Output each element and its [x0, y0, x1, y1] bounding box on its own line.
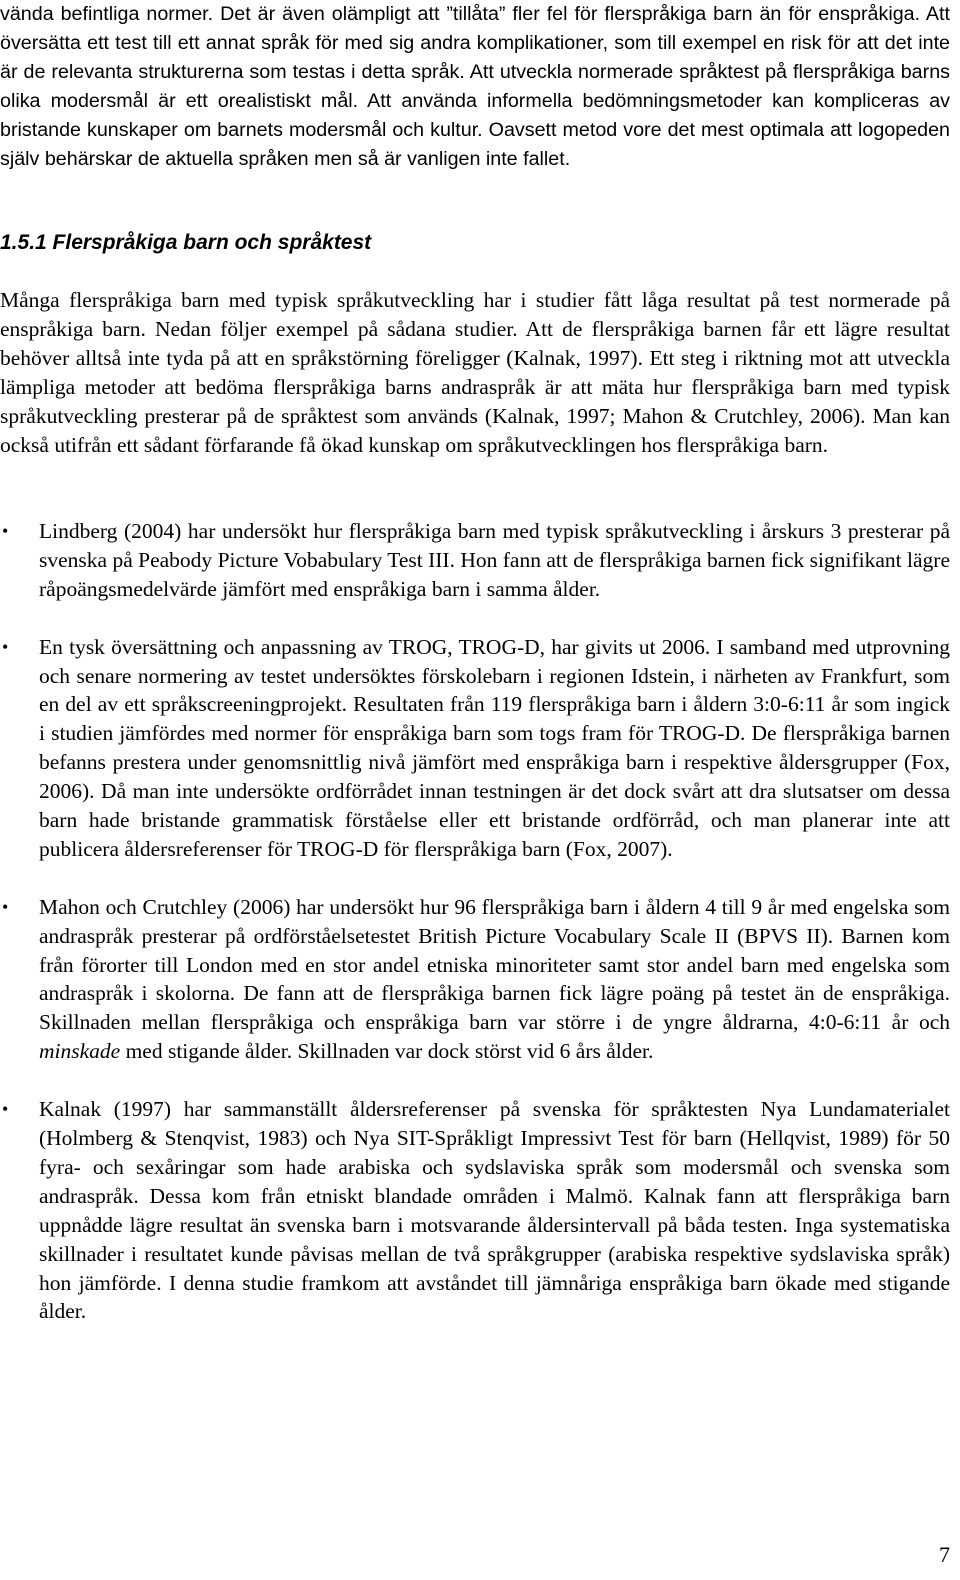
- list-item-text: En tysk översättning och anpassning av TROG, TROG-D, har givits ut 2006. I samband med utprovning och senare normering av testet undersöktes förskolebarn i regionen Idstein, i närheten av Frankfurt, som en del av ett språkscreeningprojekt. Resultaten från 119 flerspråkiga barn i åldern 3:0-6:11 år som ingick i studien jämfördes med normer för enspråkiga barn som togs fram för TROG-D. De flerspråkiga barnen befanns prestera under genomsnittlig nivå jämfört med enspråkiga barn i respektive åldersgrupper (Fox, 2006). Då man inte undersökte ordförrådet innan testningen är det dock svårt att dra slutsatser om dessa barn hade bristande grammatisk förståelse eller ett bristande ordförråd, och man planerar inte att publicera åldersreferenser för TROG-D för flerspråkiga barn (Fox, 2007).: [39, 634, 950, 861]
- bullet-icon: •: [2, 1099, 9, 1120]
- list-item-text: Lindberg (2004) har undersökt hur flerspråkiga barn med typisk språkutveckling i årskurs 3 presterar på svenska på Peabody Picture Vobabulary Test III. Hon fann att de flerspråkiga barnen fick signifikant lägre råpoängsmedelvärde jämfört med enspråkiga barn i samma ålder.: [39, 519, 950, 601]
- list-item: [0, 1095, 950, 1326]
- list-item: [0, 517, 950, 604]
- section-heading: 1.5.1 Flerspråkiga barn och språktest: [0, 231, 372, 254]
- list-item: [0, 893, 950, 1066]
- list-item-emphasis: minskade: [39, 1039, 121, 1064]
- bullet-icon: •: [2, 636, 9, 657]
- section-paragraph: Många flerspråkiga barn med typisk språkutveckling har i studier fått låga resultat på test normerade på enspråkiga barn. Nedan följer exempel på sådana studier. Att de flerspråkiga barnen får ett lägre resultat behöver alltså inte tyda på att en språkstörning föreligger (Kalnak, 1997). Ett steg i riktning mot att utveckla lämpliga metoder att bedöma flerspråkiga barns andraspråk är att mäta hur flerspråkiga barn med typisk språkutveckling presterar på de språktest som används (Kalnak, 1997; Mahon & Crutchley, 2006). Man kan också utifrån ett sådant förfarande få ökad kunskap om språkutvecklingen hos flerspråkiga barn.: [0, 288, 950, 457]
- bullet-icon: •: [2, 896, 9, 917]
- list-item-text-continued: med stigande ålder. Skillnaden var dock störst vid 6 års ålder.: [120, 1039, 654, 1064]
- list-item: [0, 633, 950, 864]
- bullet-icon: •: [2, 521, 9, 541]
- intro-paragraph: vända befintliga normer. Det är även olämpligt att ”tillåta” fler fel för flerspråkiga barn än för enspråkiga. Att översätta ett test till ett annat språk för med sig andra komplikationer, som till exempel en risk för att det inte är de relevanta strukturerna som testas i detta språk. Att utveckla normerade språktest på flerspråkiga barns olika modersmål är ett orealistiskt mål. Att använda informella bedömningsmetoder kan kompliceras av bristande kunskaper om barnets modersmål och kultur. Oavsett metod vore det mest optimala att logopeden själv behärskar de aktuella språken men så är vanligen inte fallet.: [0, 3, 950, 170]
- list-item-text: Mahon och Crutchley (2006) har undersökt hur 96 flerspråkiga barn i åldern 4 till 9 år med engelska som andraspråk presterar på ordförståelsetestet British Picture Vocabulary Scale II (BPVS II). Barnen kom från förorter till London med en stor andel etniska minoriteter samt stor andel barn med engelska som andraspråk i skolorna. De fann att de flerspråkiga barnen fick lägre poäng på testet än de enspråkiga. Skillnaden mellan flerspråkiga och enspråkiga barn var större i de yngre åldrarna, 4:0-6:11 år och: [39, 894, 950, 1035]
- study-list: [0, 517, 950, 1326]
- list-item-text: Kalnak (1997) har sammanställt åldersreferenser på svenska för språktesten Nya Lundamaterialet (Holmberg & Stenqvist, 1983) och Nya SIT-Språkligt Impressivt Test för barn (Hellqvist, 1989) för 50 fyra- och sexåringar som hade arabiska och sydslaviska språk som modersmål och svenska som andraspråk. Dessa kom från etniskt blandade områden i Malmö. Kalnak fann att flerspråkiga barn uppnådde lägre resultat än svenska barn i motsvarande åldersintervall på båda testen. Inga systematiska skillnader i resultatet kunde påvisas mellan de två språkgrupper (arabiska respektive sydslaviska språk) hon jämförde. I denna studie framkom att avståndet till jämnåriga enspråkiga barn ökade med stigande ålder.: [39, 1097, 950, 1324]
- page-number: 7: [939, 1542, 950, 1567]
